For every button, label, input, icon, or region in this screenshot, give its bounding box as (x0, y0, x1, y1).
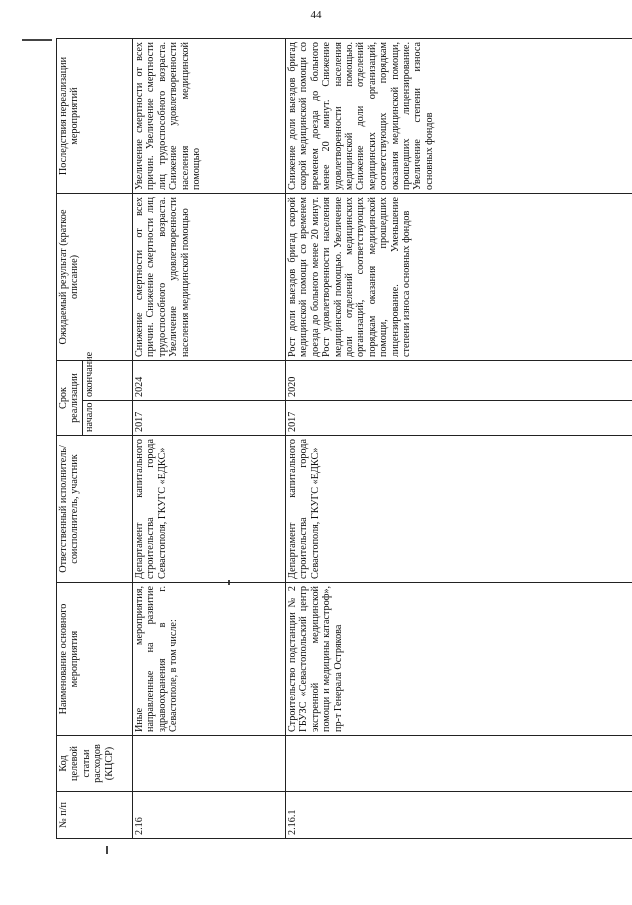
cell-start: 2017 (286, 401, 632, 436)
table-row (286, 39, 632, 839)
cell-consequences: Увеличение смертности от всех причин. Увеличение смертности лиц трудоспособного возраста. Снижение удовлетворенности населения медицинской помощью (133, 39, 286, 194)
scan-mark (106, 846, 108, 854)
header-result: Ожидаемый результат (краткое описание) (57, 194, 133, 361)
cell-responsible: Департамент капитального строительства города Севастополя, ГКУГС «ЕДКС» (133, 436, 286, 583)
cell-end: 2024 (133, 361, 286, 401)
cell-consequences: Снижение доли выездов бригад скорой медицинской помощи со временем доезда до больного менее 20 минут. Снижение удовлетворенности населения медицинской помощью. Снижение доли отделений медицинских организаций, соответствующих порядкам оказания медицинской помощи, прошедших лицензирование. Увеличение степени износа основных фондов (286, 39, 632, 194)
cell-start: 2017 (133, 401, 286, 436)
header-num: № п/п (57, 792, 133, 839)
cell-code (286, 736, 632, 792)
header-end: окончание (83, 361, 133, 401)
cell-name: Иные мероприятия, направленные на развитие здравоохранения в г. Севастополе, в том числе: (133, 583, 286, 736)
header-row (57, 39, 83, 839)
cell-end: 2020 (286, 361, 632, 401)
header-responsible: Ответственный исполнитель/соисполнитель, участник (57, 436, 133, 583)
rotated-table-wrapper (56, 39, 632, 839)
header-period: Срок реализации (57, 361, 83, 436)
cell-num: 2.16 (133, 792, 286, 839)
cell-result: Рост доли выездов бригад скорой медицинской помощи со временем доезда до больного менее 20 минут. Рост удовлетворенности населения медицинской помощью. Увеличение доли отделений медицинских организаций, соответствующих порядкам оказания медицинской помощи, прошедших лицензирование. Уменьшение степени износа основных фондов (286, 194, 632, 361)
cell-responsible: Департамент капитального строительства города Севастополя, ГКУГС «ЕДКС» (286, 436, 632, 583)
events-table (56, 38, 632, 839)
scan-mark (22, 39, 52, 41)
cell-name: Строительство подстанции № 2 ГБУЗС «Севастопольский центр экстренной медицинской помощи и медицины катастроф», пр-т Генерала Острякова (286, 583, 632, 736)
cell-result: Снижение смертности от всех причин. Снижение смертности лиц трудоспособного возраста. Увеличение удовлетворенности населения медицинской помощью (133, 194, 286, 361)
cell-code (133, 736, 286, 792)
header-code: Код целевой статьи расходов (КЦСР) (57, 736, 133, 792)
header-name: Наименование основного мероприятия (57, 583, 133, 736)
table-row (133, 39, 286, 839)
page-number: 44 (310, 9, 322, 21)
header-start: начало (83, 401, 133, 436)
header-consequences: Последствия нереализации мероприятий (57, 39, 133, 194)
cell-num: 2.16.1 (286, 792, 632, 839)
